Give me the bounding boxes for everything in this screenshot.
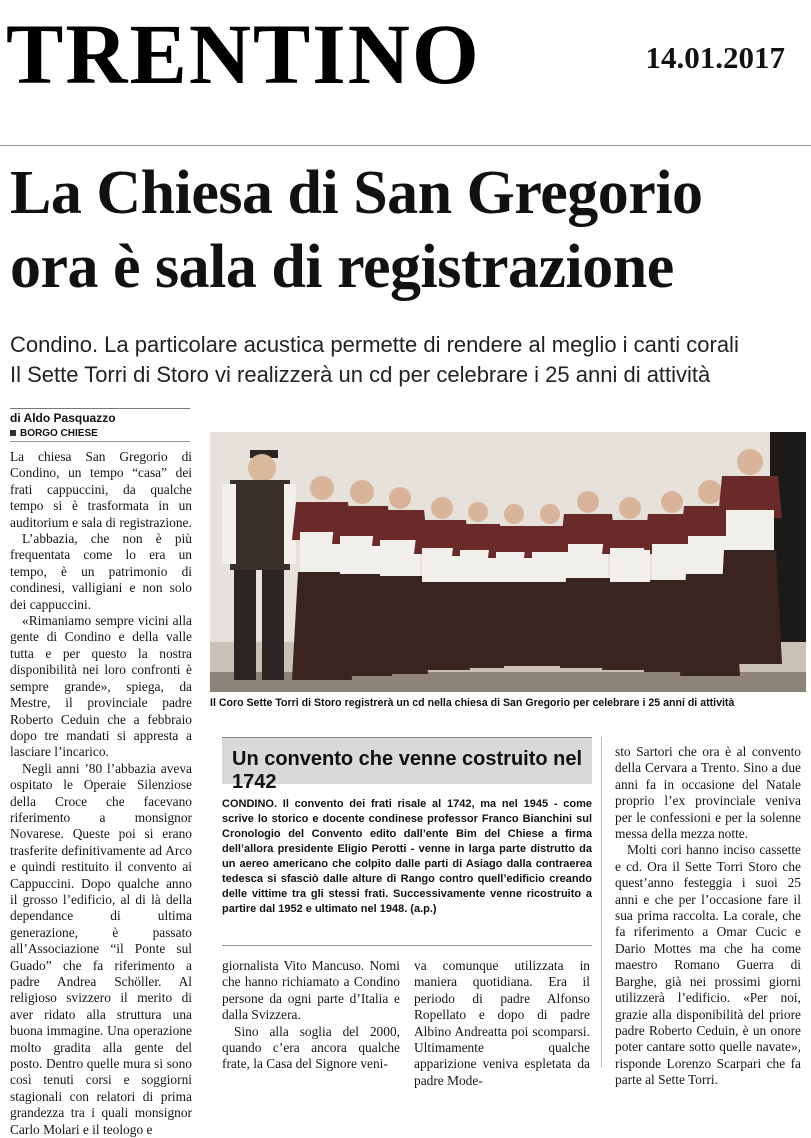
- article-column-3: [414, 958, 590, 1089]
- place-label: BORGO CHIESE: [20, 428, 98, 439]
- sidebar-title: Un convento che venne costruito nel 1742: [232, 748, 583, 793]
- sidebar-divider: [222, 945, 592, 946]
- masthead-divider: [0, 145, 811, 146]
- dateline-place: [10, 428, 190, 442]
- paragraph: «Rimaniamo sempre vicini alla gente di Condino e della valle tutta e per questo la nostra disponibilità nei loro confronti è sempre grande», spiega, da Mestre, il provinciale padre Roberto Ceduin che a febbraio dopo tre mandati si appresta a lasciare l’incarico.: [10, 613, 192, 760]
- paragraph: sto Sartori che ora è al convento della Cervara a Trento. Sino a due anni fa in occasione del Natale proprio l’ex provinciale veniva per le confessioni e per la solenne messa della mezza notte.: [615, 744, 801, 842]
- paragraph: va comunque utilizzata in maniera quotidiana. Era il periodo di padre Alfonso Ropellato e dopo di padre Albino Andreatta poi scomparsi. Ultimamente qualche apparizione veniva espletata da padre Mode-: [414, 958, 590, 1088]
- article-column-4: [615, 744, 801, 1089]
- paragraph: Negli anni ’80 l’abbazia aveva ospitato le Operaie Silenziose della Croce che facevano riferimento a monsignor Novarese. Queste poi si erano trasferite definitivamente ad Arco e quindi restituito il convento ai Cappuccini. Dopo qualche anno il grosso l’edificio, al di là della dependance di ultima generazione, è passato all’Associazione “il Ponte sul Guado” che fa riferimento a padre Andrea Schöller. Al religioso svizzero il merito di aver ridato alla struttura una buona immagine. Una operazione molto gradita alla gente del posto. Dentro quelle mura si sono così tenuti corsi e soggiorni stagionali con relatori di prima grandezza tra i quali monsignor Carlo Molari e il teologo e: [10, 760, 192, 1137]
- choir-photo: [210, 432, 806, 692]
- square-bullet-icon: [10, 430, 16, 436]
- paragraph: La chiesa San Gregorio di Condino, un tempo “casa” dei frati cappuccini, da qualche tempo si è trasformata in un auditorium e sala di registrazione.: [10, 449, 192, 530]
- byline: di Aldo Pasquazzo: [10, 408, 190, 425]
- headline-line-1: La Chiesa di San Gregorio: [10, 159, 703, 227]
- headline-line-2: ora è sala di registrazione: [10, 233, 674, 301]
- photo-caption: Il Coro Sette Torri di Storo registrerà un cd nella chiesa di San Gregorio per celebrare i 25 anni di attività: [210, 697, 735, 709]
- article-column-1: [10, 449, 192, 1138]
- subheadline-line-2: Il Sette Torri di Storo vi realizzerà un cd per celebrare i 25 anni di attività: [10, 362, 711, 387]
- article-column-2: [222, 958, 400, 1073]
- column-divider: [601, 737, 602, 1067]
- sidebar-header: [222, 737, 592, 793]
- sidebar-text: CONDINO. Il convento dei frati risale al 1742, ma nel 1945 - come scrive lo storico e docente condinese professor Franco Bianchini sul Cronologio del Convento edito dall’ente Bim del Chiese a firma dell’allora presidente Eligio Perotti - venne in larga parte distrutto da un aereo americano che colpito dalle parti di Asiago dalla contraerea tedesca si sfasciò dalle alture di Rango contro quell’edificio creando delle vittime tra gli stessi frati. Successivamente venne ricostruito a partire dal 1952 e ultimato nel 1948. (a.p.): [222, 798, 592, 915]
- paragraph: Sino alla soglia del 2000, quando c’era ancora qualche frate, la Casa del Signore veni-: [222, 1023, 400, 1072]
- masthead-title: TRENTINO: [6, 6, 481, 102]
- paragraph: Molti cori hanno inciso cassette e cd. Ora il Sette Torri Storo che quest’anno festeggia i suoi 25 anni e che per l’occasione fare il sua prima raccolta. La corale, che fa riferimento a Omar Cucic e Dario Mottes ma che ha come maestro Romano Guerra di Barghe, già nei prossimi giorni utilizzerà l’edificio. «Per noi, grazie alla disponibilità del priore padre Roberto Ceduin, è un onore poter cantare sotto quelle navate», risponde Lorenzo Scarpari che fa parte al Sette Torri.: [615, 842, 801, 1088]
- subheadline-line-1: Condino. La particolare acustica permette di rendere al meglio i canti corali: [10, 332, 739, 357]
- paragraph: giornalista Vito Mancuso. Nomi che hanno richiamato a Condino persone da ogni parte d’Italia e dalla Svizzera.: [222, 958, 400, 1023]
- choir-photo-illustration: [210, 432, 806, 692]
- headline: [10, 156, 805, 304]
- publication-date: 14.01.2017: [645, 40, 785, 75]
- paragraph: L’abbazia, che non è più frequentata come lo era un tempo, è un patrimonio di condinesi, valligiani e non solo dei cappuccini.: [10, 531, 192, 612]
- subheadline: [10, 330, 805, 390]
